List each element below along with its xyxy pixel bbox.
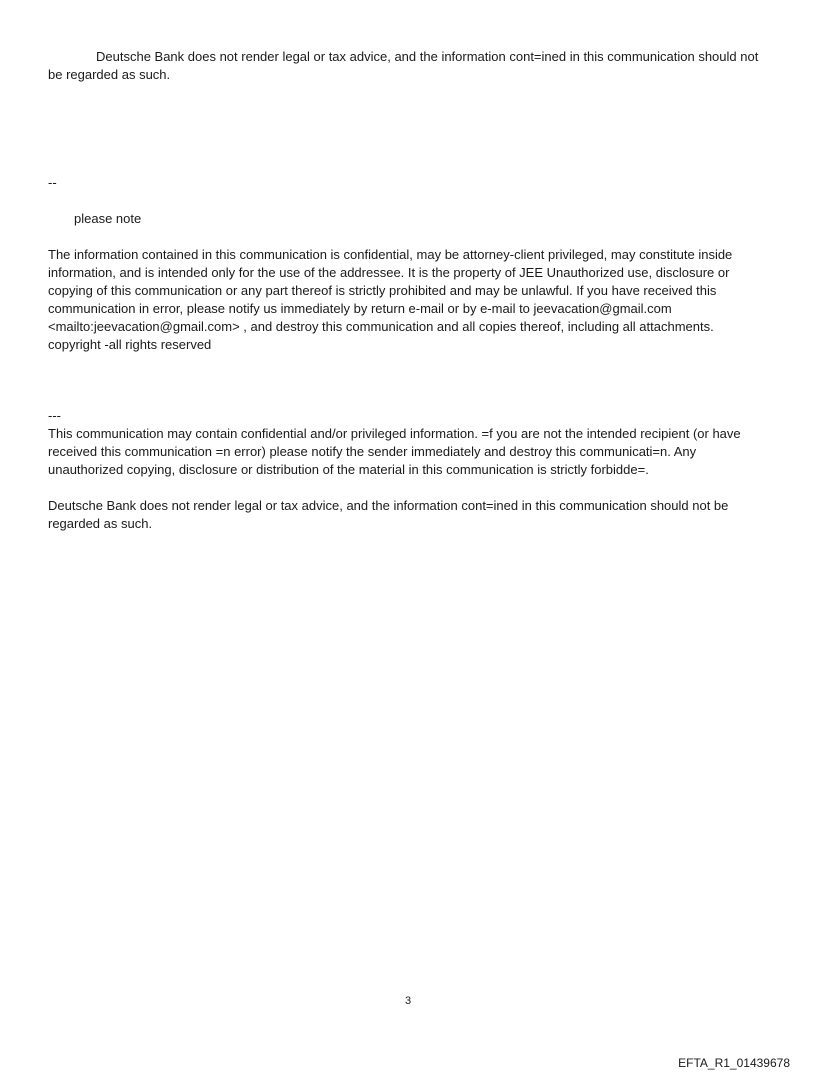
page-number: 3 [404,995,412,1007]
disclaimer-paragraph-top: Deutsche Bank does not render legal or tax advice, and the information cont=ined in this communication should not be regarded as such. [48,49,759,82]
separator-double-dash: -- [48,175,57,190]
privileged-information-paragraph: This communication may contain confidential and/or privileged information. =f you are not the intended recipient (or have received this communication =n error) please notify the sender immediately and destroy this communicati=n. Any unauthorized copying, disclosure or distribution of the material in this communication is strictly forbidde=. [48,426,741,477]
separator-triple-dash: --- [48,408,61,423]
disclaimer-paragraph-bottom: Deutsche Bank does not render legal or tax advice, and the information cont=ined in this communication should not be regarded as such. [48,498,729,531]
please-note-heading: please note [74,211,142,226]
document-id: EFTA_R1_01439678 [678,1056,790,1070]
confidentiality-paragraph: The information contained in this communication is confidential, may be attorney-client privileged, may constitute inside information, and is intended only for the use of the addressee. It is the property of JEE Unauthorized use, disclosure or copying of this communication or any part thereof is strictly prohibited and may be unlawful. If you have received this communication in error, please notify us immediately by return e-mail or by e-mail to jeevacation@gmail.com <mailto:jeevacation@gmail.com> , and destroy this communication and all copies thereof, including all attachments. copyright -all rights reserved [48,247,733,352]
